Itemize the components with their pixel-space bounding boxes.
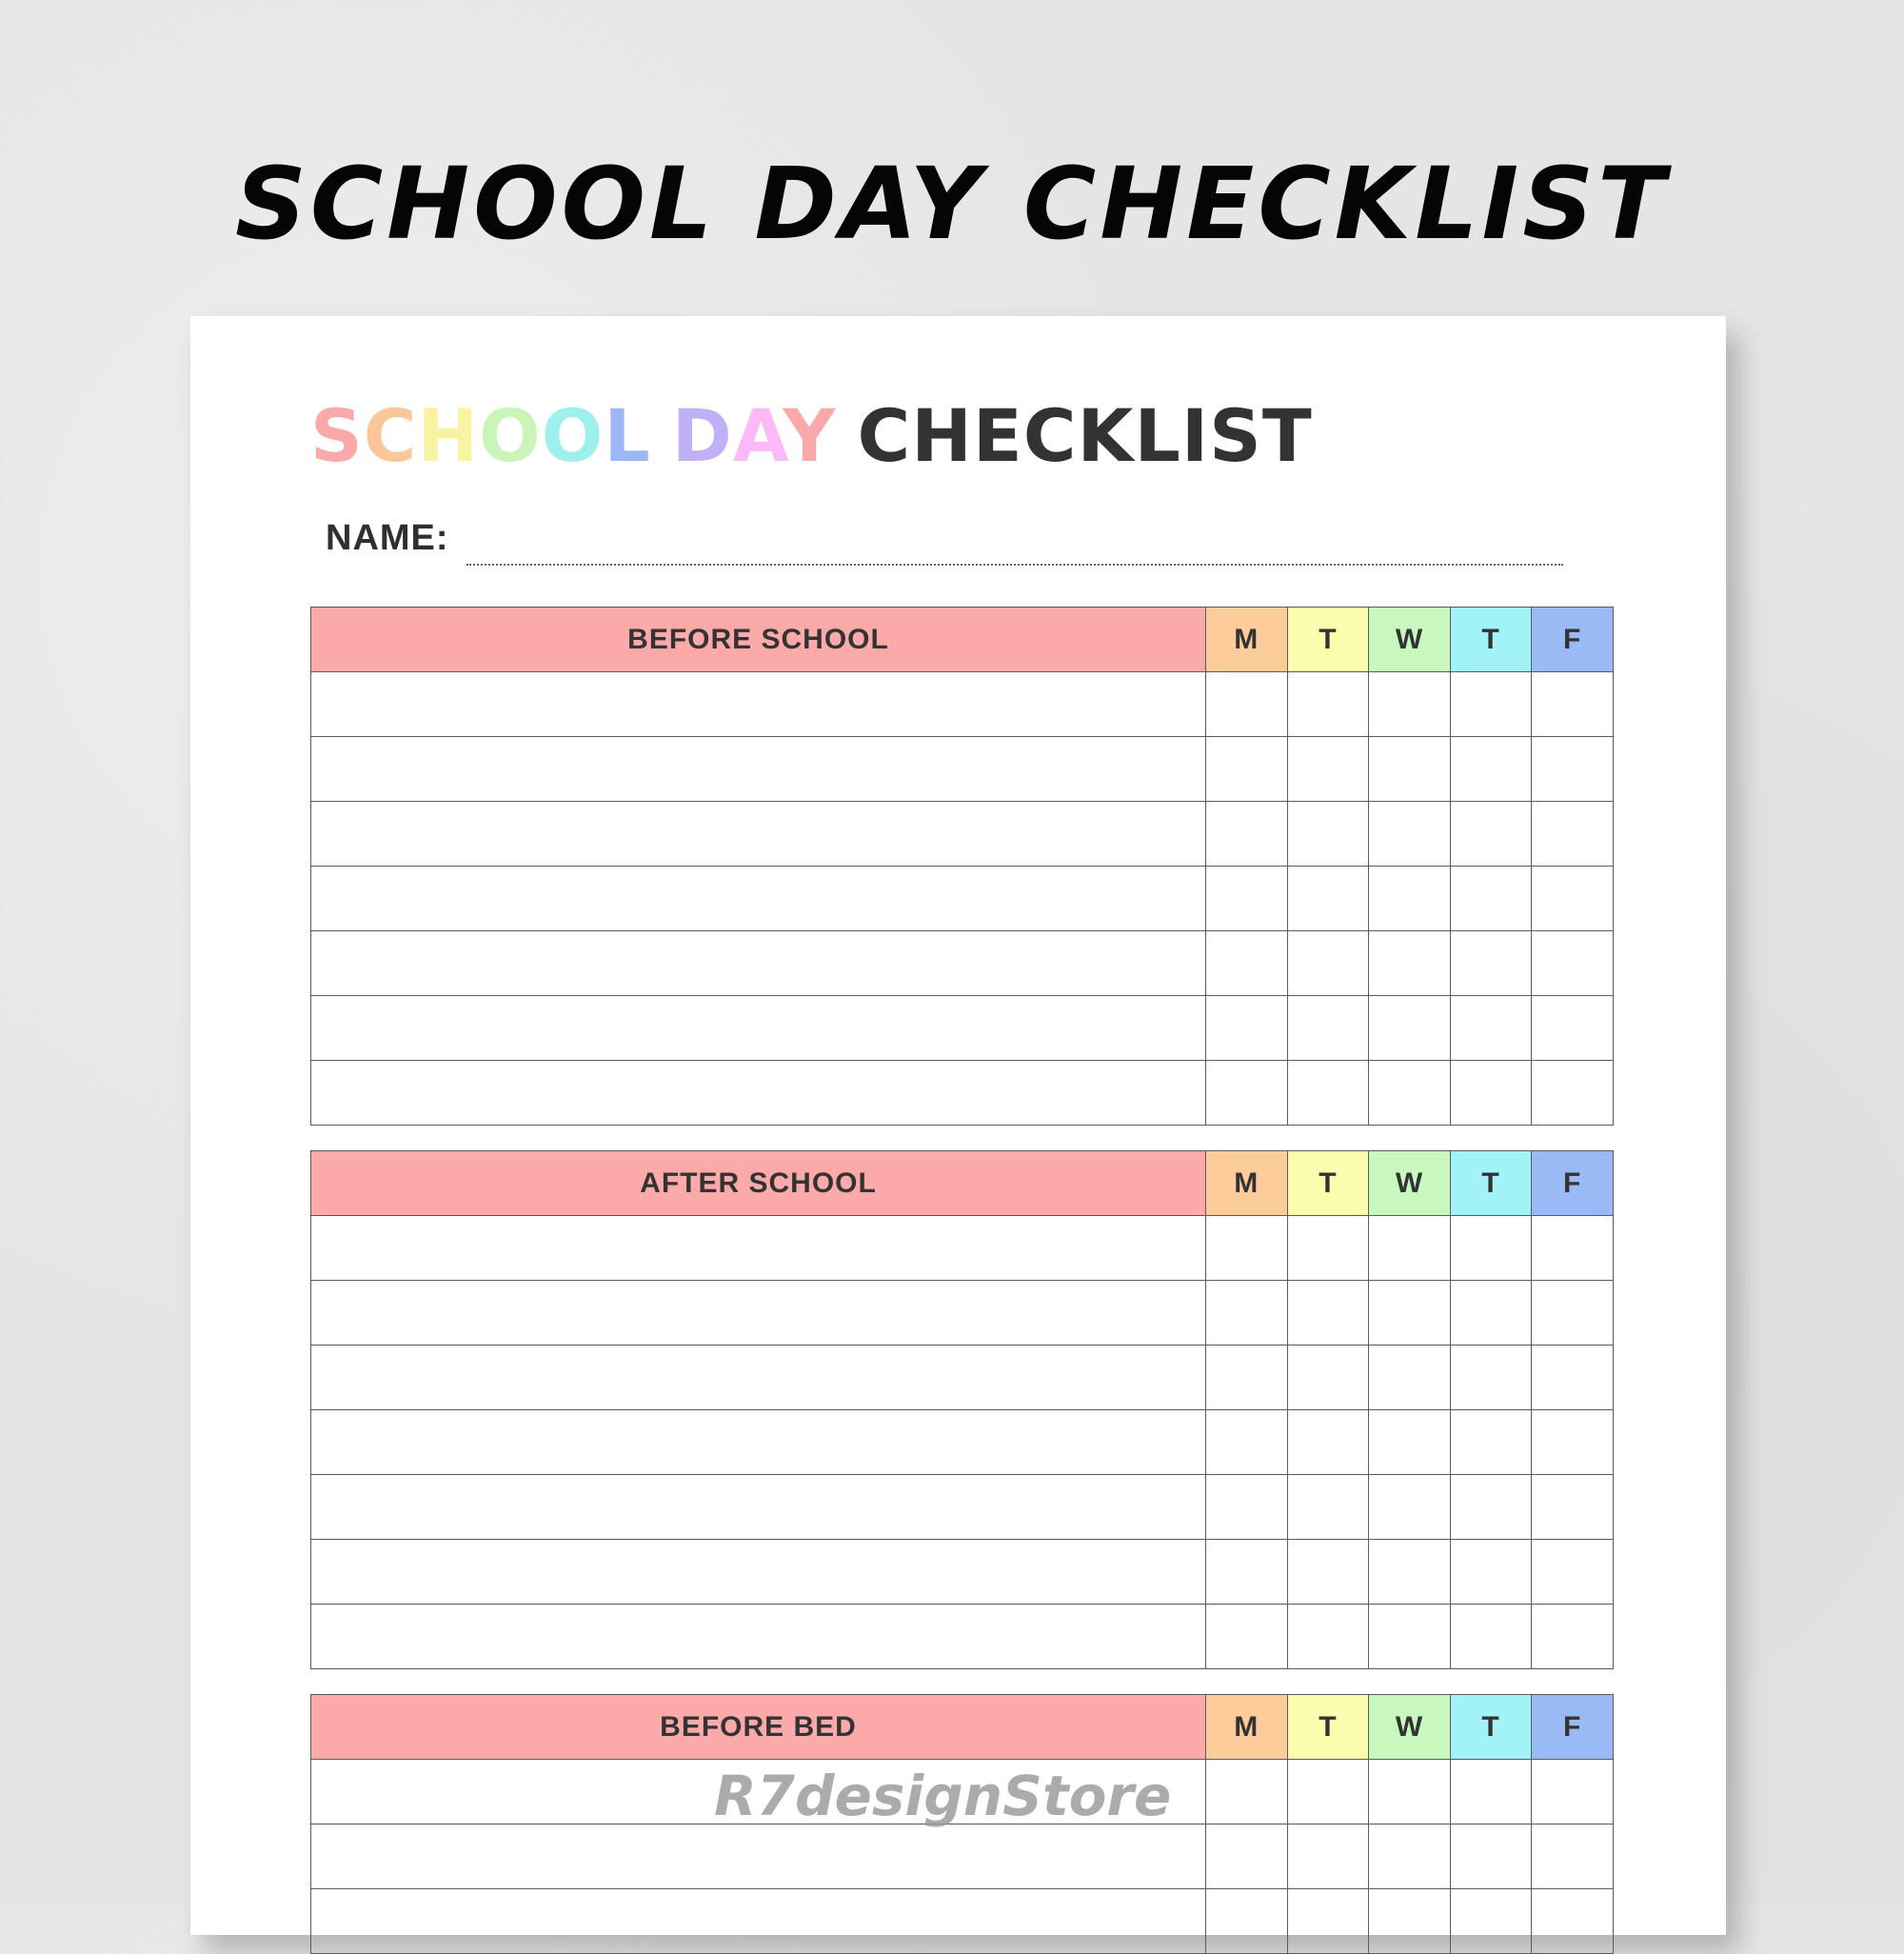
day-check-cell[interactable] xyxy=(1369,1216,1451,1281)
name-input-line[interactable] xyxy=(466,564,1563,566)
day-check-cell[interactable] xyxy=(1369,996,1451,1061)
day-check-cell[interactable] xyxy=(1532,1410,1614,1475)
title-word-checklist: CHECKLIST xyxy=(857,393,1313,478)
day-check-cell[interactable] xyxy=(1532,1540,1614,1605)
task-row xyxy=(311,931,1614,996)
task-cell[interactable] xyxy=(311,1540,1206,1605)
day-check-cell[interactable] xyxy=(1206,1216,1288,1281)
day-check-cell[interactable] xyxy=(1206,867,1288,931)
day-check-cell[interactable] xyxy=(1206,1475,1288,1540)
task-cell[interactable] xyxy=(311,672,1206,737)
section-before-school xyxy=(310,607,1614,1126)
day-header: T xyxy=(1287,1695,1369,1760)
day-check-cell[interactable] xyxy=(1369,1605,1451,1669)
title-word-school xyxy=(310,393,651,478)
day-check-cell[interactable] xyxy=(1369,1346,1451,1410)
day-check-cell[interactable] xyxy=(1206,1605,1288,1669)
day-check-cell[interactable] xyxy=(1287,1216,1369,1281)
title-letter: A xyxy=(732,393,783,478)
day-check-cell[interactable] xyxy=(1287,931,1369,996)
day-check-cell[interactable] xyxy=(1532,672,1614,737)
day-check-cell[interactable] xyxy=(1206,672,1288,737)
day-check-cell[interactable] xyxy=(1287,672,1369,737)
task-row xyxy=(311,1061,1614,1126)
day-check-cell[interactable] xyxy=(1369,1889,1451,1954)
task-row xyxy=(311,1475,1614,1540)
task-row xyxy=(311,996,1614,1061)
day-check-cell[interactable] xyxy=(1369,931,1451,996)
title-letter: Y xyxy=(783,393,837,478)
day-check-cell[interactable] xyxy=(1450,672,1532,737)
day-header: F xyxy=(1532,1695,1614,1760)
task-cell[interactable] xyxy=(311,1346,1206,1410)
day-check-cell[interactable] xyxy=(1206,931,1288,996)
day-check-cell[interactable] xyxy=(1369,1281,1451,1346)
day-check-cell[interactable] xyxy=(1450,1216,1532,1281)
day-check-cell[interactable] xyxy=(1450,1605,1532,1669)
day-check-cell[interactable] xyxy=(1532,802,1614,867)
day-check-cell[interactable] xyxy=(1287,1475,1369,1540)
task-row xyxy=(311,672,1614,737)
day-check-cell[interactable] xyxy=(1287,1061,1369,1126)
title-letter: D xyxy=(671,393,733,478)
day-check-cell[interactable] xyxy=(1532,1216,1614,1281)
day-check-cell[interactable] xyxy=(1532,1824,1614,1889)
day-check-cell[interactable] xyxy=(1450,1540,1532,1605)
task-row xyxy=(311,1281,1614,1346)
title-word-day xyxy=(672,393,837,478)
day-check-cell[interactable] xyxy=(1369,1540,1451,1605)
task-row xyxy=(311,1410,1614,1475)
task-row xyxy=(311,1605,1614,1669)
day-check-cell[interactable] xyxy=(1532,1281,1614,1346)
task-cell[interactable] xyxy=(311,1475,1206,1540)
section-header-row xyxy=(311,608,1614,672)
section-header-row xyxy=(311,1695,1614,1760)
day-header: W xyxy=(1369,608,1451,672)
day-header: T xyxy=(1287,1151,1369,1216)
day-check-cell[interactable] xyxy=(1287,996,1369,1061)
task-row xyxy=(311,1889,1614,1954)
task-cell[interactable] xyxy=(311,1061,1206,1126)
section-after-school xyxy=(310,1150,1614,1669)
day-check-cell[interactable] xyxy=(1532,1889,1614,1954)
banner-title: SCHOOL DAY CHECKLIST xyxy=(234,146,1670,262)
section-title: AFTER SCHOOL xyxy=(311,1151,1206,1216)
day-check-cell[interactable] xyxy=(1532,931,1614,996)
day-check-cell[interactable] xyxy=(1369,1410,1451,1475)
day-check-cell[interactable] xyxy=(1532,996,1614,1061)
day-check-cell[interactable] xyxy=(1206,1760,1288,1824)
day-check-cell[interactable] xyxy=(1532,1605,1614,1669)
day-check-cell[interactable] xyxy=(1532,1760,1614,1824)
title-letter: S xyxy=(310,393,364,478)
day-header: F xyxy=(1532,1151,1614,1216)
day-check-cell[interactable] xyxy=(1287,1760,1369,1824)
day-check-cell[interactable] xyxy=(1450,1889,1532,1954)
day-check-cell[interactable] xyxy=(1206,1540,1288,1605)
task-row xyxy=(311,1346,1614,1410)
day-check-cell[interactable] xyxy=(1287,737,1369,802)
day-check-cell[interactable] xyxy=(1287,1281,1369,1346)
day-check-cell[interactable] xyxy=(1287,1605,1369,1669)
day-check-cell[interactable] xyxy=(1532,1346,1614,1410)
day-check-cell[interactable] xyxy=(1450,931,1532,996)
day-check-cell[interactable] xyxy=(1450,737,1532,802)
day-check-cell[interactable] xyxy=(1532,1061,1614,1126)
day-check-cell[interactable] xyxy=(1450,867,1532,931)
task-cell[interactable] xyxy=(311,1824,1206,1889)
day-check-cell[interactable] xyxy=(1287,867,1369,931)
task-row xyxy=(311,802,1614,867)
day-check-cell[interactable] xyxy=(1532,867,1614,931)
title-letter: H xyxy=(417,393,480,478)
section-header-row xyxy=(311,1151,1614,1216)
name-row xyxy=(326,518,449,559)
task-cell[interactable] xyxy=(311,931,1206,996)
day-check-cell[interactable] xyxy=(1450,1475,1532,1540)
day-check-cell[interactable] xyxy=(1450,802,1532,867)
day-header: T xyxy=(1450,1151,1532,1216)
task-cell[interactable] xyxy=(311,1410,1206,1475)
day-check-cell[interactable] xyxy=(1206,737,1288,802)
day-check-cell[interactable] xyxy=(1287,1889,1369,1954)
section-title: BEFORE BED xyxy=(311,1695,1206,1760)
task-cell[interactable] xyxy=(311,802,1206,867)
day-header: M xyxy=(1206,1151,1288,1216)
title-letter: L xyxy=(604,393,651,478)
day-check-cell[interactable] xyxy=(1450,1346,1532,1410)
task-row xyxy=(311,1540,1614,1605)
day-check-cell[interactable] xyxy=(1287,1346,1369,1410)
task-cell[interactable] xyxy=(311,1216,1206,1281)
section-title: BEFORE SCHOOL xyxy=(311,608,1206,672)
watermark-text: R7designStore xyxy=(714,1764,1172,1828)
task-row xyxy=(311,737,1614,802)
day-header: M xyxy=(1206,1695,1288,1760)
day-check-cell[interactable] xyxy=(1206,996,1288,1061)
day-check-cell[interactable] xyxy=(1206,802,1288,867)
day-check-cell[interactable] xyxy=(1369,802,1451,867)
name-label: NAME: xyxy=(326,518,449,558)
task-cell[interactable] xyxy=(311,996,1206,1061)
day-check-cell[interactable] xyxy=(1450,1281,1532,1346)
day-check-cell[interactable] xyxy=(1206,1410,1288,1475)
day-check-cell[interactable] xyxy=(1287,1824,1369,1889)
title-letter: C xyxy=(363,393,418,478)
day-check-cell[interactable] xyxy=(1287,802,1369,867)
day-check-cell[interactable] xyxy=(1450,1410,1532,1475)
day-check-cell[interactable] xyxy=(1206,1281,1288,1346)
task-cell[interactable] xyxy=(311,1605,1206,1669)
day-check-cell[interactable] xyxy=(1287,1540,1369,1605)
day-check-cell[interactable] xyxy=(1369,737,1451,802)
task-cell[interactable] xyxy=(311,867,1206,931)
sheet-title xyxy=(310,393,1313,478)
day-check-cell[interactable] xyxy=(1206,1824,1288,1889)
day-check-cell[interactable] xyxy=(1206,1061,1288,1126)
task-cell[interactable] xyxy=(311,737,1206,802)
day-check-cell[interactable] xyxy=(1369,672,1451,737)
day-check-cell[interactable] xyxy=(1206,1346,1288,1410)
day-header: T xyxy=(1450,608,1532,672)
day-check-cell[interactable] xyxy=(1450,1760,1532,1824)
day-header: W xyxy=(1369,1695,1451,1760)
task-cell[interactable] xyxy=(311,1889,1206,1954)
title-letter: O xyxy=(479,393,542,478)
day-check-cell[interactable] xyxy=(1450,1824,1532,1889)
day-check-cell[interactable] xyxy=(1369,1760,1451,1824)
day-header: T xyxy=(1287,608,1369,672)
day-check-cell[interactable] xyxy=(1369,1824,1451,1889)
day-header: W xyxy=(1369,1151,1451,1216)
day-header: M xyxy=(1206,608,1288,672)
day-header: F xyxy=(1532,608,1614,672)
day-check-cell[interactable] xyxy=(1450,1061,1532,1126)
day-check-cell[interactable] xyxy=(1206,1889,1288,1954)
checklist-sheet xyxy=(190,316,1726,1935)
title-letter: O xyxy=(541,393,605,478)
day-check-cell[interactable] xyxy=(1450,996,1532,1061)
task-row xyxy=(311,1824,1614,1889)
day-header: T xyxy=(1450,1695,1532,1760)
day-check-cell[interactable] xyxy=(1369,867,1451,931)
task-row xyxy=(311,1216,1614,1281)
day-check-cell[interactable] xyxy=(1532,737,1614,802)
task-cell[interactable] xyxy=(311,1281,1206,1346)
day-check-cell[interactable] xyxy=(1532,1475,1614,1540)
task-row xyxy=(311,867,1614,931)
day-check-cell[interactable] xyxy=(1369,1061,1451,1126)
day-check-cell[interactable] xyxy=(1369,1475,1451,1540)
day-check-cell[interactable] xyxy=(1287,1410,1369,1475)
